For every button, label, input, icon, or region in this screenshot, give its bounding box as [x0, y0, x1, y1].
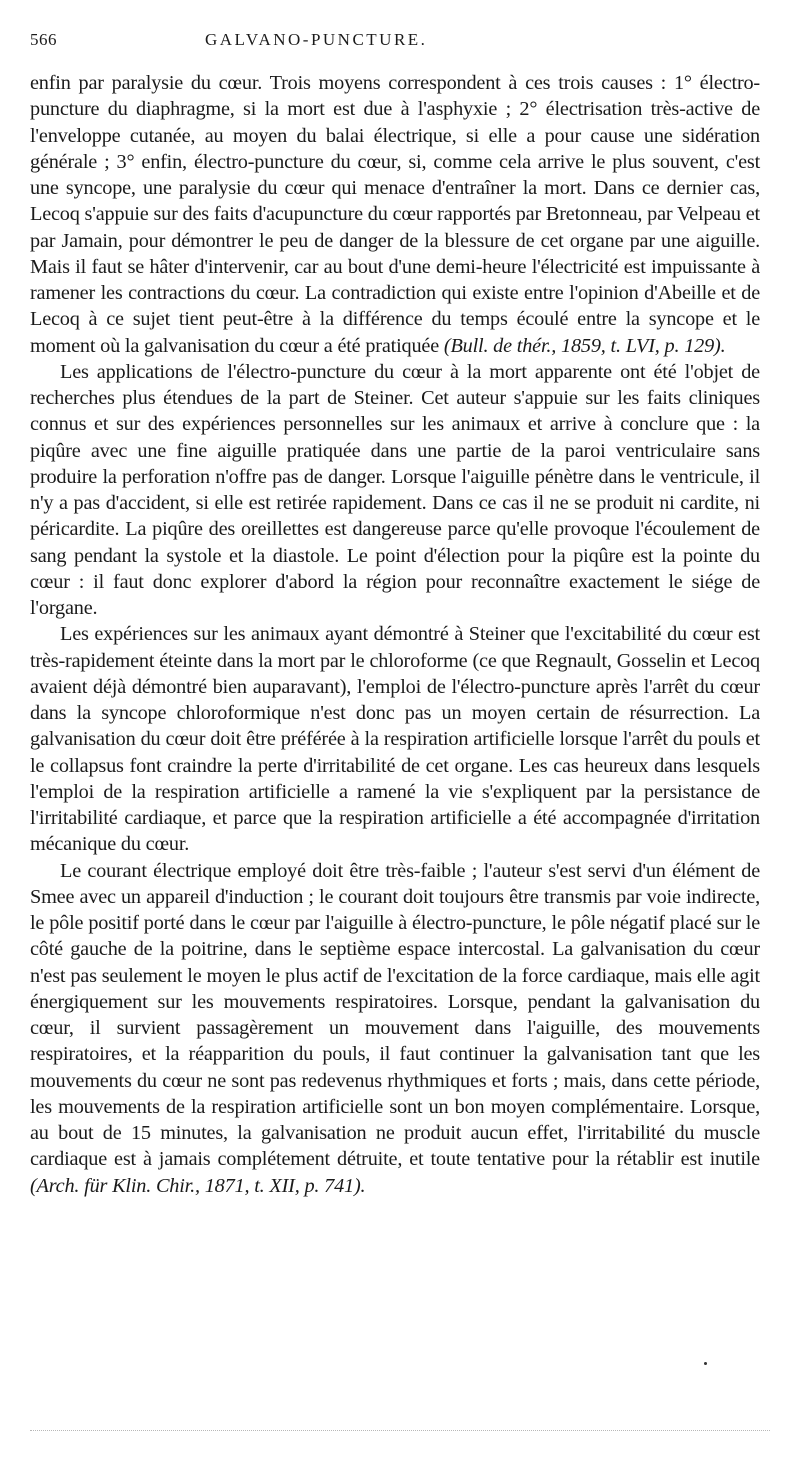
running-title: GALVANO-PUNCTURE. — [205, 30, 428, 49]
paragraph-4 — [30, 858, 760, 1199]
paragraph-text: enfin par paralysie du cœur. Trois moyens correspondent à ces trois causes : 1° électro-puncture du diaphragme, si la mort est due à l'asphyxie ; 2° électrisation très-active de l'enveloppe cutanée, au moyen du balai électrique, si elle a pour cause une sidération générale ; 3° enfin, électro-puncture du cœur, si, comme cela arrive le plus souvent, c'est une syncope, une paralysie du cœur qui menace d'entraîner la mort. Dans ce dernier cas, Lecoq s'appuie sur des faits d'acupuncture du cœur rapportés par Bretonneau, par Velpeau et par Jamain, pour démontrer le peu de danger de la blessure de cet organe par une aiguille. Mais il faut se hâter d'intervenir, car au bout d'une demi-heure l'électricité est impuissante à ramener les contractions du cœur. La contradiction qui existe entre l'opinion d'Abeille et de Lecoq à ce sujet tient peut-être à la différence du temps écoulé entre la syncope et le moment où la galvanisation du cœur a été pratiquée — [30, 72, 760, 357]
paragraph-3 — [30, 621, 760, 857]
paragraph-text: Les applications de l'électro-puncture du cœur à la mort apparente ont été l'objet de recherches plus étendues de la part de Steiner. Cet auteur s'appuie sur les faits cliniques connus et sur des expériences personnelles sur les animaux et arrive à conclure que : la piqûre avec une fine aiguille pratiquée dans une partie de la paroi ventriculaire sans produire la perforation n'offre pas de danger. Lorsque l'aiguille pénètre dans le ventricule, il n'y a pas d'accident, si elle est retirée rapidement. Dans ce cas il ne se produit ni cardite, ni péricardite. La piqûre des oreillettes est dangereuse parce qu'elle provoque l'écoulement de sang pendant la systole et la diastole. Le point d'élection pour la piqûre est la pointe du cœur : il faut donc explorer d'abord la région pour reconnaître exactement le siége de l'organe. — [30, 360, 760, 619]
body-text — [30, 70, 760, 1199]
bibliographic-reference: (Bull. de thér., 1859, t. LVI, p. 129). — [443, 334, 726, 357]
bibliographic-reference: (Arch. für Klin. Chir., 1871, t. XII, p. 741). — [30, 1174, 366, 1197]
page-bottom-edge — [30, 1430, 770, 1431]
ink-speck — [704, 1362, 707, 1365]
paragraph-text: Le courant électrique employé doit être très-faible ; l'auteur s'est servi d'un élément de Smee avec un appareil d'induction ; le courant doit toujours être transmis par voie indirecte, le pôle positif porté dans le cœur par l'aiguille à électro-puncture, le pôle négatif placé sur le côté gauche de la poitrine, dans le septième espace intercostal. La galvanisation du cœur n'est pas seulement le moyen le plus actif de l'excitation de la force cardiaque, mais elle agit énergiquement sur les mouvements respiratoires. Lorsque, pendant la galvanisation du cœur, il survient passagèrement un mouvement dans l'aiguille, des mouvements respiratoires, et la réapparition du pouls, il faut continuer la galvanisation tant que les mouvements du cœur ne sont pas redevenus rhythmiques et forts ; mais, dans cette période, les mouvements de la respiration artificielle sont un bon moyen complémentaire. Lorsque, au bout de 15 minutes, la galvanisation ne produit aucun effet, l'irritabilité du muscle cardiaque est à jamais complétement détruite, et toute tentative pour la rétablir est inutile — [30, 859, 760, 1171]
paragraph-2 — [30, 359, 760, 622]
paragraph-text: Les expériences sur les animaux ayant démontré à Steiner que l'excitabilité du cœur est très-rapidement éteinte dans la mort par le chloroforme (ce que Regnault, Gosselin et Lecoq avaient déjà démontré bien auparavant), l'emploi de l'électro-puncture après l'arrêt du cœur dans la syncope chloroformique n'est donc pas un moyen certain de résurrection. La galvanisation du cœur doit être préférée à la respiration artificielle lorsque l'arrêt du pouls et le collapsus font craindre la perte d'irritabilité de cet organe. Les cas heureux dans lesquels l'emploi de la respiration artificielle a ramené la vie s'expliquent par la persistance de l'irritabilité cardiaque, et parce que la respiration artificielle a été accompagnée d'irritation mécanique du cœur. — [30, 623, 760, 856]
running-head — [30, 30, 760, 56]
paragraph-1 — [30, 70, 760, 359]
page-number: 566 — [30, 30, 57, 49]
